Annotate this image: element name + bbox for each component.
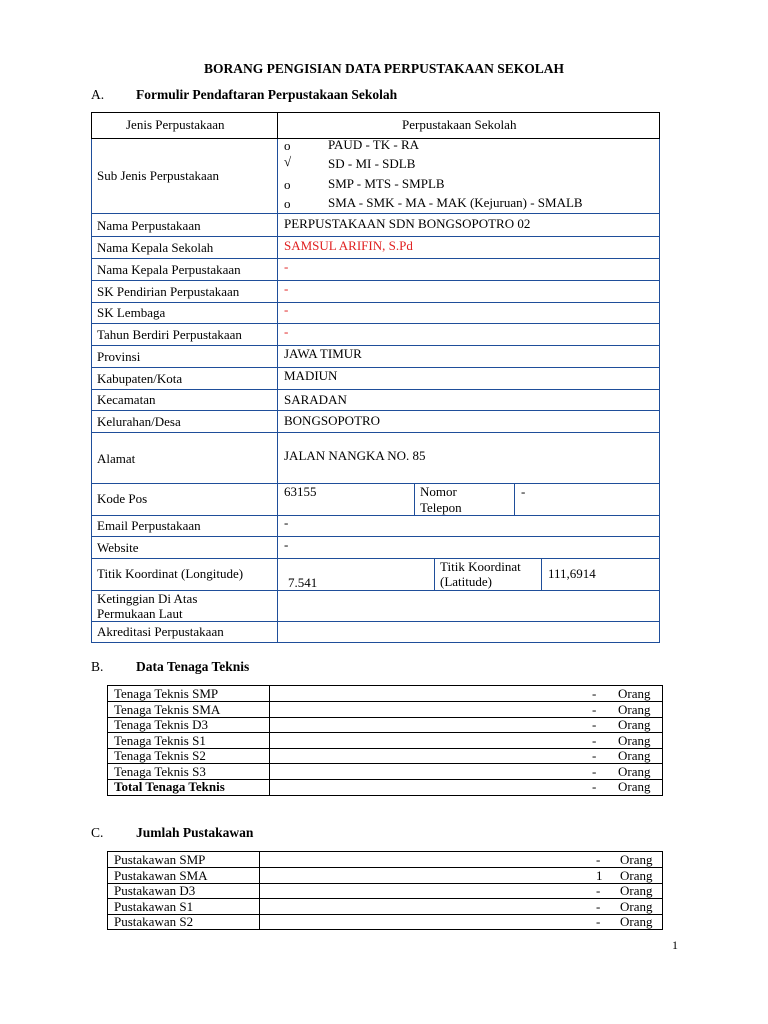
header-jenis-value: Perpustakaan Sekolah [402,117,517,132]
tenaga-teknis-sma-label: Tenaga Teknis SMA [114,702,221,717]
label-kode-pos: Kode Pos [97,491,148,506]
section-b-letter: B. [91,659,104,674]
tenaga-teknis-s1-count[interactable]: - [592,733,597,748]
section-c-letter: C. [91,825,104,840]
label-nama-perpustakaan: Nama Perpustakaan [97,218,201,233]
option-sma: SMA - SMK - MA - MAK (Kejuruan) - SMALB [328,195,583,210]
value-website[interactable]: - [284,537,289,552]
pustakawan-smp-label: Pustakawan SMP [114,852,206,867]
header-jenis-label: Jenis Perpustakaan [126,117,225,132]
value-kode-pos[interactable]: 63155 [284,484,317,499]
pustakawan-s1-label: Pustakawan S1 [114,899,194,914]
label-latitude: Titik Koordinat (Latitude) [440,559,521,589]
section-a-letter: A. [91,87,105,102]
value-nama-perpustakaan[interactable]: PERPUSTAKAAN SDN BONGSOPOTRO 02 [284,216,531,231]
label-sk-pendirian: SK Pendirian Perpustakaan [97,284,240,299]
label-sk-lembaga: SK Lembaga [97,305,166,320]
option-marker-smp[interactable]: o [284,177,291,192]
value-sk-pendirian[interactable]: - [284,281,289,296]
pustakawan-smp-unit: Orang [620,852,653,867]
value-tahun-berdiri[interactable]: - [284,324,289,339]
option-marker-sma[interactable]: o [284,196,291,211]
option-sd: SD - MI - SDLB [328,156,416,171]
value-kepala-sekolah[interactable]: SAMSUL ARIFIN, S.Pd [284,238,413,253]
sub-jenis-label: Sub Jenis Perpustakaan [97,168,220,183]
tenaga-teknis-smp-label: Tenaga Teknis SMP [114,686,219,701]
pustakawan-d3-unit: Orang [620,883,653,898]
value-email[interactable]: - [284,515,289,530]
pustakawan-s1-unit: Orang [620,899,653,914]
label-website: Website [97,540,139,555]
pustakawan-sma-label: Pustakawan SMA [114,868,208,883]
label-kelurahan: Kelurahan/Desa [97,414,181,429]
option-marker-sd-checked[interactable]: √ [284,154,292,169]
label-akreditasi: Akreditasi Perpustakaan [97,624,224,639]
value-provinsi[interactable]: JAWA TIMUR [284,346,362,361]
label-email: Email Perpustakaan [97,518,201,533]
pustakawan-s1-count[interactable]: - [596,899,601,914]
tenaga-teknis-s2-label: Tenaga Teknis S2 [114,748,206,763]
tenaga-teknis-table [107,685,663,796]
tenaga-teknis-s1-unit: Orang [618,733,651,748]
tenaga-teknis-smp-count[interactable]: - [592,686,597,701]
tenaga-teknis-d3-label: Tenaga Teknis D3 [114,717,208,732]
tenaga-teknis-d3-count[interactable]: - [592,717,597,732]
tenaga-teknis-s3-label: Tenaga Teknis S3 [114,764,206,779]
label-kabupaten: Kabupaten/Kota [97,371,183,386]
tenaga-teknis-smp-unit: Orang [618,686,651,701]
label-nomor-telepon: Nomor Telepon [420,484,462,515]
tenaga-teknis-s2-unit: Orang [618,748,651,763]
value-kecamatan[interactable]: SARADAN [284,392,347,407]
value-alamat[interactable]: JALAN NANGKA NO. 85 [284,448,426,463]
tenaga-teknis-sma-unit: Orang [618,702,651,717]
pustakawan-s2-unit: Orang [620,914,653,929]
option-smp: SMP - MTS - SMPLB [328,176,445,191]
pustakawan-d3-count[interactable]: - [596,883,601,898]
pustakawan-sma-count[interactable]: 1 [596,868,603,883]
value-kepala-perpustakaan[interactable]: - [284,259,289,274]
label-longitude: Titik Koordinat (Longitude) [97,566,244,581]
option-paud: PAUD - TK - RA [328,137,420,152]
pustakawan-s2-count[interactable]: - [596,914,601,929]
page-number: 1 [672,938,678,952]
label-kepala-perpustakaan: Nama Kepala Perpustakaan [97,262,241,277]
value-sk-lembaga[interactable]: - [284,302,289,317]
value-kelurahan[interactable]: BONGSOPOTRO [284,413,381,428]
tenaga-teknis-s3-unit: Orang [618,764,651,779]
tenaga-teknis-sma-count[interactable]: - [592,702,597,717]
total-tenaga-teknis-count[interactable]: - [592,779,597,794]
page-title: BORANG PENGISIAN DATA PERPUSTAKAAN SEKOLAH [203,61,565,76]
label-tahun-berdiri: Tahun Berdiri Perpustakaan [97,327,242,342]
tenaga-teknis-s2-count[interactable]: - [592,748,597,763]
value-nomor-telepon[interactable]: - [521,484,526,499]
value-latitude[interactable]: 111,6914 [548,566,596,581]
label-kecamatan: Kecamatan [97,392,156,407]
section-b-title: Data Tenaga Teknis [136,659,250,674]
tenaga-teknis-d3-unit: Orang [618,717,651,732]
label-alamat: Alamat [97,451,136,466]
tenaga-teknis-s1-label: Tenaga Teknis S1 [114,733,206,748]
label-ketinggian: Ketinggian Di Atas Permukaan Laut [97,591,198,621]
pustakawan-d3-label: Pustakawan D3 [114,883,196,898]
total-tenaga-teknis-unit: Orang [618,779,651,794]
pustakawan-table [107,851,663,930]
value-longitude[interactable]: 7.541 [288,575,318,590]
value-kabupaten[interactable]: MADIUN [284,368,338,383]
pustakawan-smp-count[interactable]: - [596,852,601,867]
label-kepala-sekolah: Nama Kepala Sekolah [97,240,214,255]
section-a-title: Formulir Pendaftaran Perpustakaan Sekolah [136,87,398,102]
section-c-title: Jumlah Pustakawan [136,825,254,840]
total-tenaga-teknis-label: Total Tenaga Teknis [114,779,225,794]
pustakawan-s2-label: Pustakawan S2 [114,914,194,929]
label-provinsi: Provinsi [97,349,141,364]
option-marker-paud[interactable]: o [284,138,291,153]
pustakawan-sma-unit: Orang [620,868,653,883]
tenaga-teknis-s3-count[interactable]: - [592,764,597,779]
